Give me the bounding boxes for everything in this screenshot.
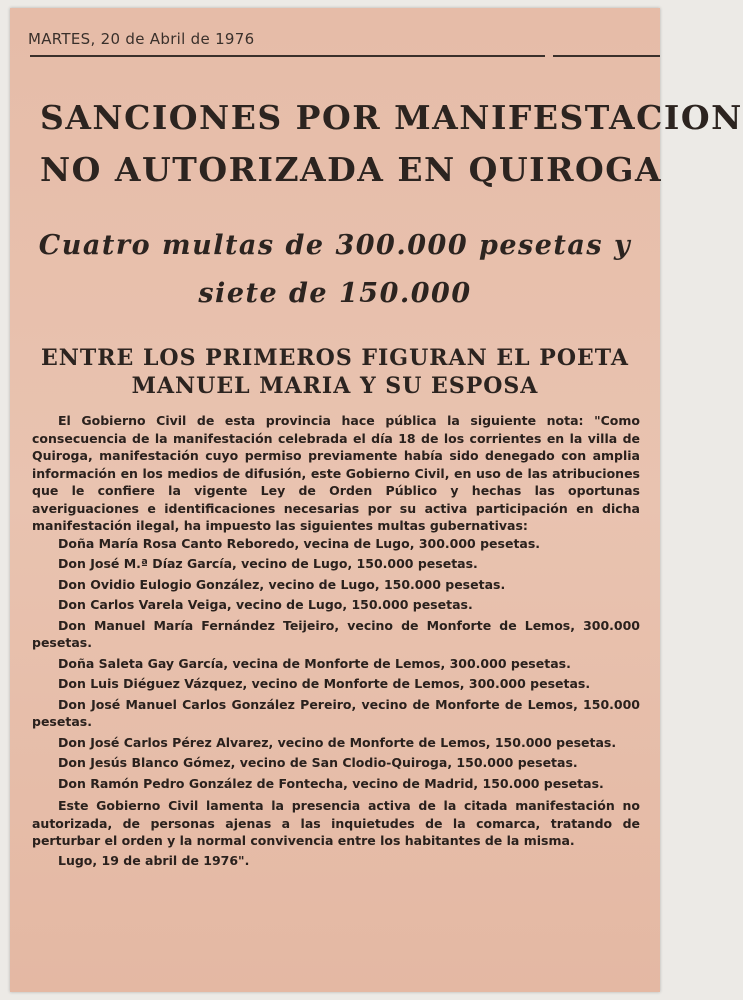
newspaper-clipping (10, 8, 743, 992)
list-item: Don Luis Diéguez Vázquez, vecino de Monforte de Lemos, 300.000 pesetas. (58, 676, 591, 691)
list-item: Don Jesús Blanco Gómez, vecino de San Clodio-Quiroga, 150.000 pesetas. (58, 755, 578, 770)
headline-line-2: NO AUTORIZADA EN QUIROGA (40, 150, 663, 189)
signature-line: Lugo, 19 de abril de 1976". (58, 852, 250, 868)
list-item: Don José Manuel Carlos González Pereiro, vecino de Monforte de Lemos, 150.000 pesetas. (32, 696, 640, 729)
section-title (10, 344, 660, 400)
header-rule (30, 55, 545, 57)
list-item: Don José Carlos Pérez Alvarez, vecino de Monforte de Lemos, 150.000 pesetas. (58, 734, 617, 750)
list-item: Don Manuel María Fernández Teijeiro, vecino de Monforte de Lemos, 300.000 pesetas. (32, 617, 640, 650)
headline (40, 92, 743, 196)
subheadline (10, 222, 660, 318)
list-item: Don Ramón Pedro González de Fontecha, vecino de Madrid, 150.000 pesetas. (58, 775, 604, 791)
section-title-line-2: MANUEL MARIA Y SU ESPOSA (131, 373, 539, 399)
dateline: MARTES, 20 de Abril de 1976 (28, 30, 255, 48)
intro-paragraph: El Gobierno Civil de esta provincia hace pública la siguiente nota: "Como consecuencia de la manifestación celebrada el día 18 de los corrientes en la villa de Quiroga, manifestación cuyo permiso previamente había sido denegado con amplia información en los medios de difusión, este Gobierno Civil, en uso de las atribuciones que le confiere la vigente Ley de Orden Público y hechas las oportunas averiguaciones e identificaciones necesarias por su activa participación en dicha manifestación ilegal, ha impuesto las siguientes multas gubernativas: (32, 413, 640, 533)
subheadline-line-2: siete de 150.000 (198, 278, 472, 309)
article-body (32, 412, 640, 869)
fines-list (32, 535, 640, 796)
closing-paragraph: Este Gobierno Civil lamenta la presencia activa de la citada manifestación no autorizada, de personas ajenas a las inquietudes de la comarca, tratando de perturbar el orden y la normal convivencia entre los habitantes de la misma. (32, 798, 640, 848)
section-title-line-1: ENTRE LOS PRIMEROS FIGURAN EL POETA (41, 345, 629, 371)
subheadline-line-1: Cuatro multas de 300.000 pesetas y (38, 230, 632, 261)
headline-line-1: SANCIONES POR MANIFESTACION (40, 98, 743, 137)
list-item: Doña Saleta Gay García, vecina de Monforte de Lemos, 300.000 pesetas. (58, 655, 571, 671)
list-item: Don Ovidio Eulogio González, vecino de Lugo, 150.000 pesetas. (58, 576, 506, 592)
list-item: Don Carlos Varela Veiga, vecino de Lugo, 150.000 pesetas. (58, 597, 473, 612)
header-rule-short (553, 55, 660, 57)
list-item: Don José M.ª Díaz García, vecino de Lugo, 150.000 pesetas. (58, 556, 478, 571)
list-item: Doña María Rosa Canto Reboredo, vecina de Lugo, 300.000 pesetas. (58, 535, 541, 551)
